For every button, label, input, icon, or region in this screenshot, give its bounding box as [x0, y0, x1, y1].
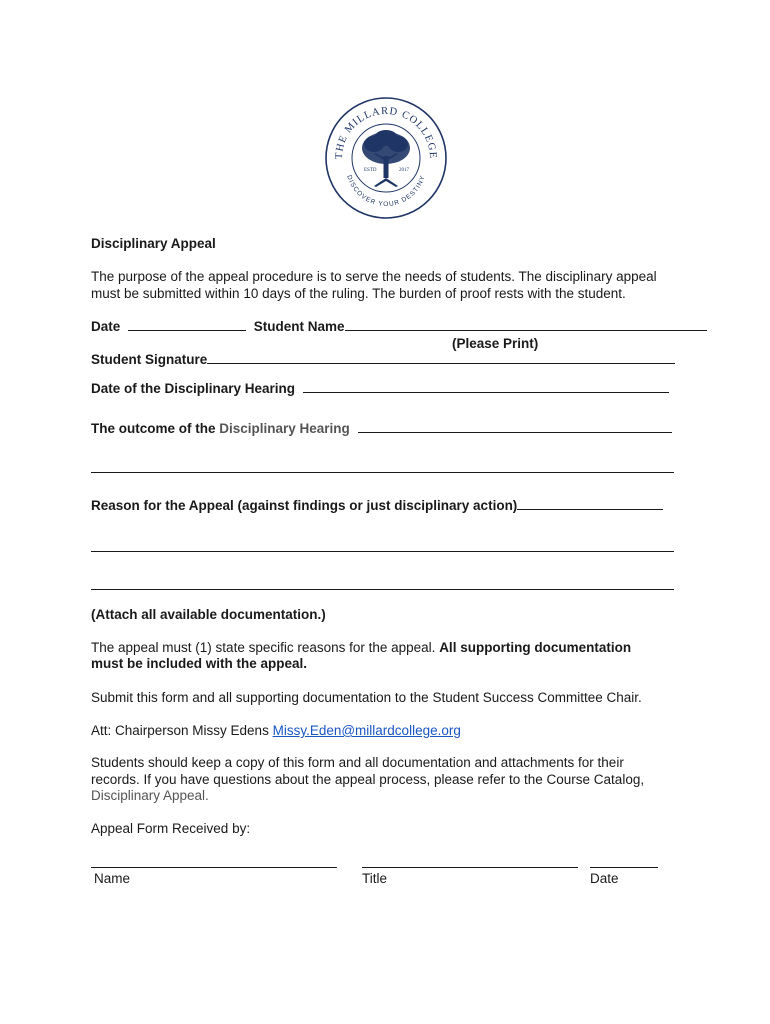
received-title-label: Title: [362, 871, 388, 886]
copy-note-line-2: records. If you have questions about the appeal process, please refer to the Course Catalog,: [91, 772, 645, 787]
appeal-must-text: The appeal must (1) state specific reasons for the appeal.: [91, 640, 440, 655]
signature-row: [91, 351, 675, 368]
reason-field-line-3[interactable]: [91, 589, 674, 590]
hearing-date-field[interactable]: [303, 380, 669, 393]
submit-instructions: Submit this form and all supporting documentation to the Student Success Committee Chair.: [91, 690, 642, 705]
received-name-label: Name: [94, 871, 131, 886]
purpose-line-1: The purpose of the appeal procedure is to serve the needs of students. The disciplinary appeal: [91, 269, 657, 284]
received-by-label: Appeal Form Received by:: [91, 821, 251, 836]
seal-estd: ESTD: [364, 168, 377, 173]
reason-field-line-2[interactable]: [91, 551, 674, 552]
chair-email-link[interactable]: Missy.Eden@millardcollege.org: [272, 723, 461, 738]
student-signature-label: Student Signature: [91, 352, 208, 367]
attach-note: (Attach all available documentation.): [91, 607, 326, 622]
date-field[interactable]: [128, 318, 246, 331]
outcome-field-line-2[interactable]: [91, 472, 674, 473]
received-title-field[interactable]: [362, 867, 578, 868]
outcome-label-hearing: Disciplinary Hearing: [219, 421, 350, 436]
seal-bottom-text: DISCOVER YOUR DESTINY: [345, 174, 427, 209]
att-row: [91, 722, 461, 739]
appeal-must-line-1: [91, 639, 631, 656]
date-name-row: [91, 318, 707, 335]
student-name-label: Student Name: [253, 319, 345, 334]
copy-note-line-1: Students should keep a copy of this form and all documentation and attachments for their: [91, 755, 624, 770]
att-label: Att: Chairperson Missy Edens: [91, 723, 273, 738]
college-seal-logo: [324, 96, 448, 220]
hearing-date-label: Date of the Disciplinary Hearing: [91, 381, 296, 396]
seal-top-text: THE MILLARD COLLEGE: [333, 105, 439, 160]
student-name-field[interactable]: [345, 318, 707, 331]
reason-label: Reason for the Appeal (against findings or just disciplinary action): [91, 498, 518, 513]
outcome-row: [91, 420, 672, 437]
please-print-note: (Please Print): [452, 336, 539, 351]
appeal-must-bold-1: All supporting documentation: [439, 640, 632, 655]
purpose-line-2: must be submitted within 10 days of the ruling. The burden of proof rests with the student.: [91, 286, 626, 301]
outcome-field[interactable]: [358, 420, 672, 433]
received-name-field[interactable]: [91, 867, 337, 868]
reason-row: [91, 497, 663, 514]
outcome-label: The outcome of the: [91, 421, 220, 436]
received-date-field[interactable]: [590, 867, 658, 868]
student-signature-field[interactable]: [207, 351, 675, 364]
hearing-date-row: [91, 380, 669, 397]
form-title: Disciplinary Appeal: [91, 236, 216, 251]
received-date-label: Date: [590, 871, 619, 886]
reason-field[interactable]: [517, 497, 663, 510]
seal-year: 2017: [399, 168, 409, 173]
date-label: Date: [91, 319, 121, 334]
catalog-reference: Disciplinary Appeal.: [91, 788, 209, 803]
appeal-must-bold-2: must be included with the appeal.: [91, 656, 308, 671]
